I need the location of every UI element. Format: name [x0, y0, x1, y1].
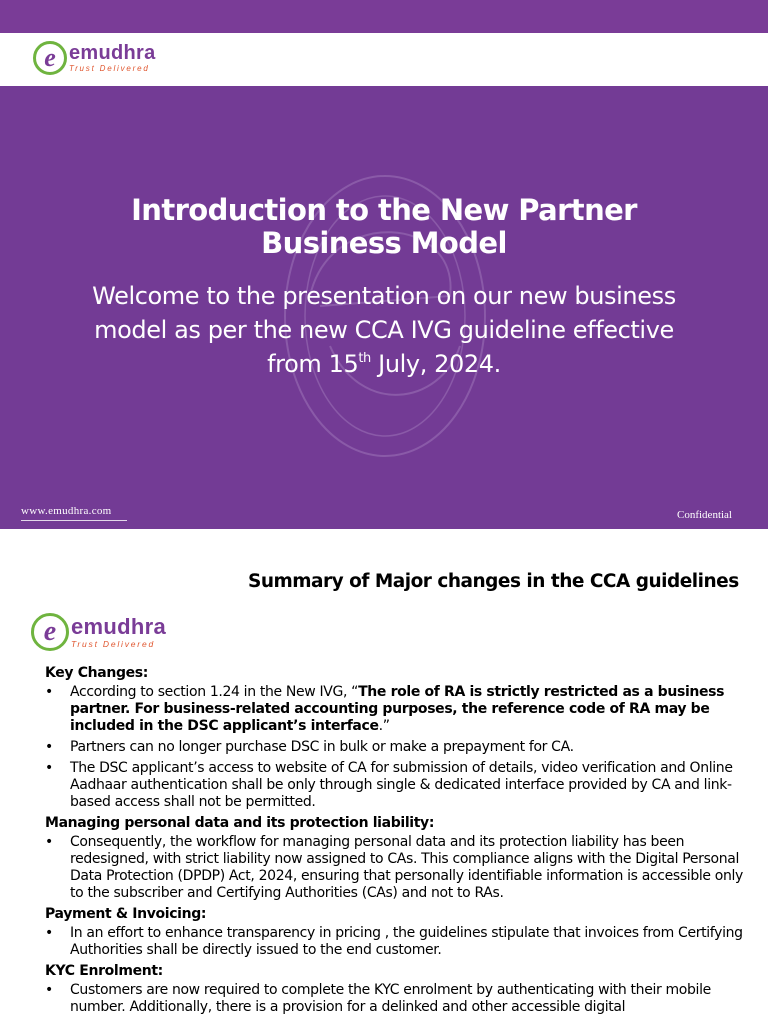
bullet-icon: •	[45, 684, 53, 700]
summary-content	[45, 665, 757, 1020]
subtitle-text: Welcome to the presentation on our new business model as per the new CCA IVG guideline effective from 15	[92, 282, 676, 378]
bullet-text-end: .”	[378, 718, 390, 734]
bullet-icon: •	[45, 739, 53, 755]
bullet-text: Partners can no longer purchase DSC in bulk or make a prepayment for CA.	[70, 739, 574, 755]
logo-word: emudhra	[69, 42, 156, 64]
confidential-label: Confidential	[677, 509, 732, 521]
heading-kyc: KYC Enrolment:	[45, 963, 163, 979]
website-underline	[21, 520, 127, 521]
emudhra-logo-2	[31, 613, 166, 651]
subtitle-text-end: July, 2024.	[370, 350, 501, 378]
emudhra-logo	[33, 41, 156, 75]
bullet-icon: •	[45, 834, 53, 850]
list-item	[45, 739, 757, 756]
emudhra-e-icon: e	[31, 613, 69, 651]
subtitle-superscript: th	[358, 351, 371, 366]
bullet-bold-text: The role of RA is strictly restricted as a business partner. For business-related accounting purposes, the reference code of RA may be included in the DSC applicant’s interface	[70, 684, 725, 734]
emudhra-e-icon: e	[33, 41, 67, 75]
logo-tagline: Trust Delivered	[69, 64, 150, 73]
slide-subtitle	[74, 279, 694, 381]
top-bar	[0, 0, 768, 33]
bullet-text: In an effort to enhance transparency in pricing , the guidelines stipulate that invoices from Certifying Authorities shall be directly issued to the end customer.	[70, 925, 743, 958]
list-item	[45, 982, 757, 1016]
logo-word: emudhra	[71, 613, 167, 639]
bullet-text: Customers are now required to complete the KYC enrolment by authenticating with their mobile number. Additionally, there is a provision for a delinked and other accessible digital	[70, 982, 711, 1015]
bullet-text: Consequently, the workflow for managing personal data and its protection liability has been redesigned, with strict liability now assigned to CAs. This compliance aligns with the Digital Personal Data Protection (DPDP) Act, 2024, ensuring that personally identifiable information is accessible only to the subscriber and Certifying Authorities (CAs) and not to RAs.	[70, 834, 743, 901]
bullet-text: According to section 1.24 in the New IVG, “	[70, 684, 359, 700]
logo-band	[0, 33, 768, 86]
list-item	[45, 834, 757, 902]
logo-tagline: Trust Delivered	[71, 638, 155, 649]
list-item	[45, 760, 757, 811]
heading-personal-data: Managing personal data and its protection liability:	[45, 815, 435, 831]
summary-title: Summary of Major changes in the CCA guidelines	[248, 571, 739, 592]
list-item	[45, 925, 757, 959]
heading-key-changes: Key Changes:	[45, 665, 149, 681]
heading-payment: Payment & Invoicing:	[45, 906, 207, 922]
bullet-text: The DSC applicant’s access to website of CA for submission of details, video verification and Online Aadhaar authentication shall be only through single & dedicated interface provided by CA and link-based access shall not be permitted.	[70, 760, 733, 810]
list-item	[45, 684, 757, 735]
bullet-icon: •	[45, 925, 53, 941]
slide-title: Introduction to the New Partner Business Model	[131, 193, 637, 260]
website-link[interactable]: www.emudhra.com	[21, 505, 112, 517]
summary-slide	[0, 529, 768, 1024]
title-panel	[0, 86, 768, 529]
bullet-icon: •	[45, 982, 53, 998]
bullet-icon: •	[45, 760, 53, 776]
